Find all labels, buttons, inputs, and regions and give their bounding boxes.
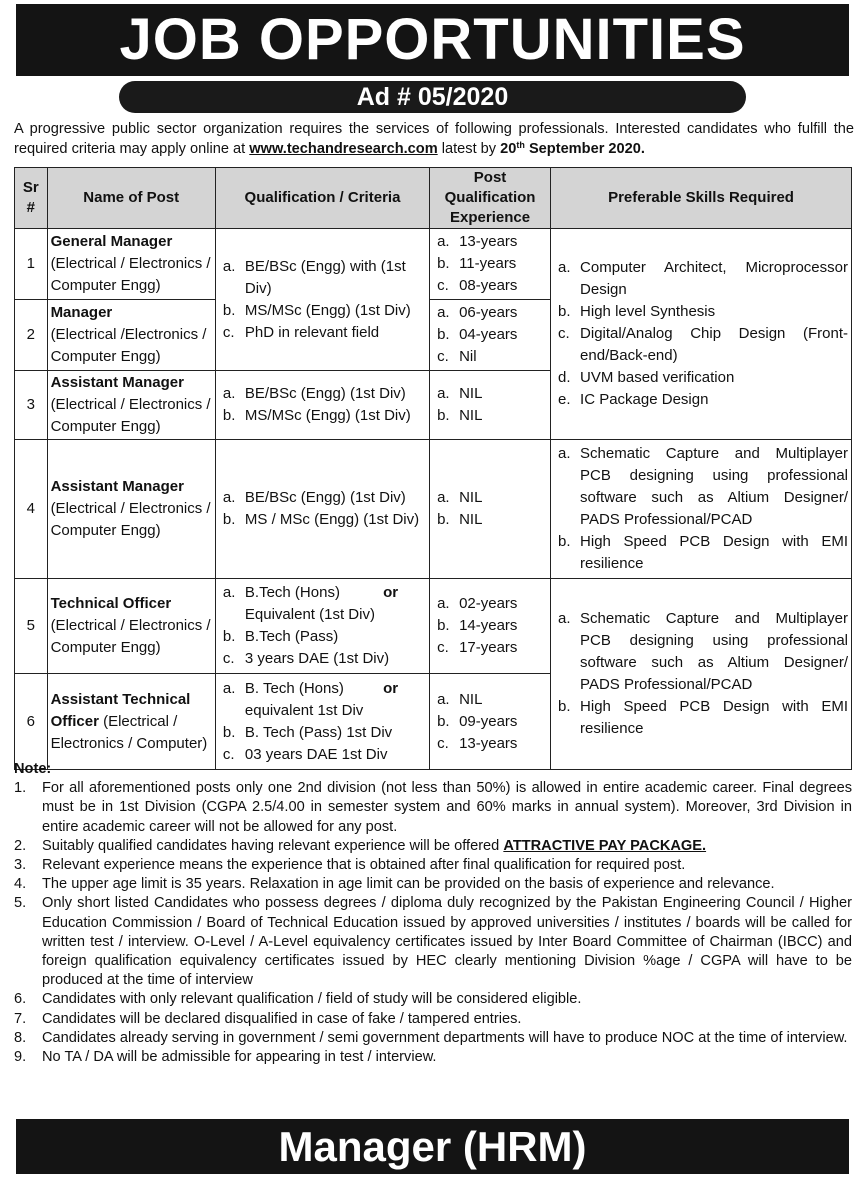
qualification-cell <box>215 579 429 674</box>
header-qualification: Qualification / Criteria <box>215 168 429 229</box>
list-item: a. BE/BSc (Engg) (1st Div) <box>222 385 406 402</box>
note-item: 8. Candidates already serving in government / semi government departments will have to produce NOC at the time of interview. <box>14 1029 848 1046</box>
note-item: 9. No TA / DA will be admissible for appearing in test / interview. <box>14 1049 437 1066</box>
note-item: 4. The upper age limit is 35 years. Relaxation in age limit can be provided on the basis of experience and relevance. <box>14 876 775 893</box>
list-item: b. NIL <box>437 511 483 528</box>
list-item: a. 02-years <box>437 595 518 612</box>
list-item: c. 17-years <box>437 639 518 656</box>
skills-cell <box>551 229 852 440</box>
note-item: 2. Suitably qualified candidates having relevant experience will be offered ATTRACTIVE PAY PACKAGE. <box>14 837 707 854</box>
list-item: c. Digital/Analog Chip Design (Front-end/Back-end) <box>558 325 848 364</box>
list-item: b. High Speed PCB Design with EMI resilience <box>558 533 848 572</box>
list-item: b. B.Tech (Pass) <box>222 628 339 645</box>
list-item: c. PhD in relevant field <box>222 323 380 341</box>
list-item: b. High level Synthesis <box>558 303 716 320</box>
sr-cell: 3 <box>15 371 48 440</box>
sr-cell: 4 <box>15 440 48 579</box>
note-item: 7. Candidates will be declared disqualified in case of fake / tampered entries. <box>14 1010 522 1027</box>
jobs-table <box>14 167 852 770</box>
post-title: Technical Officer <box>50 595 172 612</box>
experience-cell <box>430 229 551 300</box>
ad-number-badge <box>119 81 746 113</box>
list-item: d. UVM based verification <box>558 369 735 386</box>
page-title-banner <box>16 4 849 76</box>
list-item: c. 08-years <box>437 277 518 294</box>
post-cell <box>47 440 215 579</box>
notes-heading: Note: <box>14 761 52 777</box>
list-item: b. 09-years <box>437 712 518 730</box>
intro-text-2: latest by <box>437 141 501 157</box>
list-item: b. MS/MSc (Engg) (1st Div) <box>222 407 411 424</box>
post-cell <box>47 674 215 770</box>
list-item: c. 13-years <box>437 734 518 752</box>
list-item: a. Schematic Capture and Multiplayer PCB designing using professional software such as Altium Designer/ PADS Professional/PCAD <box>558 445 848 528</box>
apply-url-link[interactable]: www.techandresearch.com <box>249 141 438 157</box>
post-discipline: (Electrical / Electronics / Computer Engg) <box>50 396 211 435</box>
experience-cell <box>430 440 551 579</box>
header-experience: Post Qualification Experience <box>430 168 551 229</box>
note-item: 3. Relevant experience means the experience that is obtained after final qualification for required post. <box>14 857 686 874</box>
intro-paragraph <box>14 119 854 159</box>
qualification-cell <box>215 371 429 440</box>
header-sr: Sr # <box>15 168 48 229</box>
note-item: 1. For all aforementioned posts only one 2nd division (not less than 50%) is allowed in entire academic career. Final degrees must be in 1st Division (CGPA 2.5/4.00 in semester system and 60% marks in annual system). Moreover, 3rd Division in entire academic career will not be allowed for any post. <box>14 780 852 835</box>
list-item: a. NIL <box>437 385 483 402</box>
list-item: b. NIL <box>437 407 483 424</box>
list-item: b. MS / MSc (Engg) (1st Div) <box>222 511 420 528</box>
ad-number: Ad # 05/2020 <box>356 83 509 111</box>
experience-cell <box>430 674 551 770</box>
list-item: a. 13-years <box>437 233 518 250</box>
post-title: Assistant Manager <box>50 478 184 495</box>
skills-cell <box>551 440 852 579</box>
experience-cell <box>430 579 551 674</box>
list-item: a. B.Tech (Hons) or Equivalent (1st Div) <box>222 584 399 623</box>
qualification-cell <box>215 674 429 770</box>
post-discipline: (Electrical / Electronics / Computer Engg) <box>50 500 211 539</box>
post-title: Manager <box>50 304 113 321</box>
deadline: 20th September 2020. <box>500 140 645 157</box>
experience-cell <box>430 300 551 371</box>
sr-cell: 6 <box>15 674 48 770</box>
post-cell <box>47 300 215 371</box>
table-row <box>15 229 852 300</box>
note-item: 5. Only short listed Candidates who possess degrees / diploma duly recognized by the Pakistan Engineering Council / Higher Education Commission / Board of Technical Education issued by approved universities / institutes / boards will be called for written test / interview. O-Level / A-Level equivalency certificates issued by Inter Board Committee of Chairman (IBCC) and foreign qualification equivalency certificates issued by HEC clearly mentioning Division %age / CGPA will have to be produced at the time of interview <box>14 895 852 989</box>
sr-cell: 5 <box>15 579 48 674</box>
post-title: Assistant Manager <box>50 374 184 391</box>
list-item: b. 14-years <box>437 617 518 634</box>
list-item: b. High Speed PCB Design with EMI resilience <box>558 698 848 737</box>
list-item: c. 3 years DAE (1st Div) <box>222 650 390 667</box>
list-item: a. B. Tech (Hons) or equivalent 1st Div <box>222 679 399 719</box>
experience-cell <box>430 371 551 440</box>
table-row <box>15 440 852 579</box>
post-cell <box>47 229 215 300</box>
post-discipline: (Electrical / Electronics / Computer Engg) <box>50 617 211 656</box>
page-title: JOB OPPORTUNITIES <box>119 7 746 72</box>
post-discipline: (Electrical / Electronics / Computer) <box>50 712 208 752</box>
note-item: 6. Candidates with only relevant qualification / field of study will be considered eligible. <box>14 991 582 1008</box>
list-item: a. BE/BSc (Engg) with (1st Div) <box>222 257 406 297</box>
list-item: b. 11-years <box>437 255 517 272</box>
footer-banner <box>16 1119 849 1174</box>
sr-cell: 1 <box>15 229 48 300</box>
post-discipline: (Electrical / Electronics / Computer Engg) <box>50 255 211 294</box>
table-row <box>15 579 852 674</box>
header-skills: Preferable Skills Required <box>551 168 852 229</box>
post-cell <box>47 371 215 440</box>
intro-text: A progressive public sector organization requires the services of following professionals. Interested candidates who fulfill the required criteria may apply online at <box>14 121 854 157</box>
list-item: a. NIL <box>437 489 483 506</box>
list-item: a. Schematic Capture and Multiplayer PCB designing using professional software such as Altium Designer/ PADS Professional/PCAD <box>558 610 848 693</box>
list-item: a. 06-years <box>437 304 518 321</box>
list-item: a. BE/BSc (Engg) (1st Div) <box>222 489 406 506</box>
list-item: b. 04-years <box>437 326 518 343</box>
qualification-cell <box>215 440 429 579</box>
post-title: General Manager <box>50 233 173 250</box>
list-item: c. 03 years DAE 1st Div <box>222 745 388 763</box>
sr-cell: 2 <box>15 300 48 371</box>
qualification-cell <box>215 229 429 371</box>
header-post: Name of Post <box>47 168 215 229</box>
post-discipline: (Electrical /Electronics / Computer Engg) <box>50 326 207 365</box>
post-title: Assistant Technical Officer (Electrical / Electronics / Computer) <box>50 690 208 752</box>
list-item: a. Computer Architect, Microprocessor Design <box>558 259 848 298</box>
list-item: b. B. Tech (Pass) 1st Div <box>222 723 393 741</box>
list-item: a. NIL <box>437 690 483 708</box>
pay-package-emphasis: ATTRACTIVE PAY PACKAGE. <box>503 837 707 854</box>
notes-section <box>14 760 852 1067</box>
list-item: b. MS/MSc (Engg) (1st Div) <box>222 301 411 319</box>
post-cell <box>47 579 215 674</box>
skills-cell <box>551 579 852 770</box>
signatory: Manager (HRM) <box>278 1123 587 1170</box>
list-item: e. IC Package Design <box>558 391 709 408</box>
list-item: c. Nil <box>437 348 477 365</box>
